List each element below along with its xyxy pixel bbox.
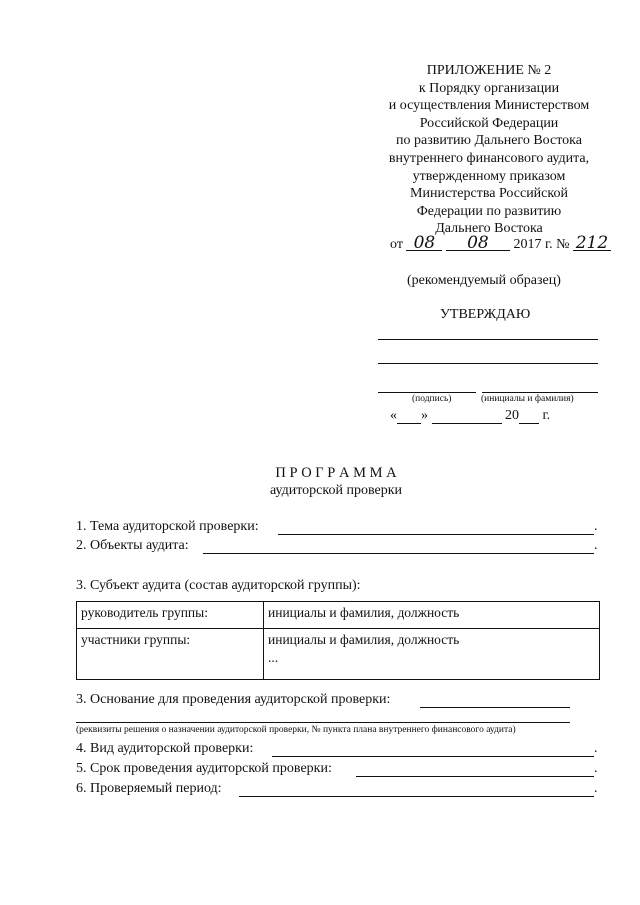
objects-field-line — [203, 553, 594, 554]
period-field-line — [239, 796, 594, 797]
header-line: Министерства Российской — [410, 186, 568, 202]
signature-line — [378, 392, 476, 393]
audit-group-table — [76, 601, 600, 680]
approval-day-blank — [397, 409, 421, 424]
year-suffix: г. — [542, 408, 551, 423]
basis-label: 3. Основание для проведения аудиторской проверки: — [76, 692, 391, 707]
header-line: к Порядку организации — [418, 80, 560, 96]
year-prefix: 20 — [505, 408, 519, 423]
table-row — [77, 629, 600, 680]
date-year: 2017 г. № — [513, 237, 570, 252]
objects-end-dot: . — [594, 538, 598, 553]
approval-date-line — [390, 408, 550, 424]
approver-organization-line — [378, 363, 598, 364]
header-line: утвержденному приказом — [412, 168, 566, 184]
topic-label: 1. Тема аудиторской проверки: — [76, 519, 259, 534]
basis-caption: (реквизиты решения о назначении аудиторской проверки, № пункта плана внутреннего финансового аудита) — [76, 725, 516, 735]
basis-field-line-2 — [76, 722, 570, 723]
type-end-dot: . — [594, 741, 598, 756]
value-cell — [264, 629, 600, 680]
value-text: инициалы и фамилия, должность — [268, 605, 460, 620]
header-line: Дальнего Востока — [435, 221, 543, 237]
signature-caption: (подпись) — [412, 394, 452, 404]
value-cell — [264, 602, 600, 629]
order-day: 08 — [406, 236, 442, 251]
header-line: Федерации по развитию — [416, 203, 562, 219]
period-end-dot: . — [594, 781, 598, 796]
program-title: П Р О Г Р А М М А — [275, 465, 397, 481]
role-cell: участники группы: — [77, 629, 264, 680]
program-subtitle: аудиторской проверки — [270, 483, 402, 498]
order-month: 08 — [446, 236, 510, 251]
name-caption: (инициалы и фамилия) — [481, 394, 574, 404]
value-extra: ... — [268, 650, 279, 665]
subject-label: 3. Субъект аудита (состав аудиторской группы): — [76, 578, 361, 593]
order-number: 212 — [573, 236, 611, 251]
type-field-line — [272, 756, 594, 757]
recommended-sample: (рекомендуемый образец) — [407, 273, 561, 288]
topic-end-dot: . — [594, 519, 598, 534]
header-line: ПРИЛОЖЕНИЕ № 2 — [426, 63, 552, 78]
date-prefix: от — [390, 237, 403, 252]
term-field-line — [356, 776, 594, 777]
name-line — [482, 392, 598, 393]
approve-heading: УТВЕРЖДАЮ — [440, 307, 531, 322]
approver-position-line — [378, 339, 598, 340]
quote-open: « — [390, 408, 397, 423]
type-label: 4. Вид аудиторской проверки: — [76, 741, 254, 756]
quote-close: » — [421, 408, 428, 423]
header-line: и осуществления Министерством — [388, 98, 590, 114]
objects-label: 2. Объекты аудита: — [76, 538, 189, 553]
table-row — [77, 602, 600, 629]
term-label: 5. Срок проведения аудиторской проверки: — [76, 761, 332, 776]
role-cell: руководитель группы: — [77, 602, 264, 629]
period-label: 6. Проверяемый период: — [76, 781, 222, 796]
basis-field-line — [420, 707, 570, 708]
header-line: внутреннего финансового аудита, — [388, 150, 590, 166]
header-line: по развитию Дальнего Востока — [396, 133, 582, 149]
header-line: Российской Федерации — [419, 115, 559, 131]
order-date-line — [390, 233, 611, 253]
term-end-dot: . — [594, 761, 598, 776]
appendix-header — [360, 62, 618, 238]
value-text: инициалы и фамилия, должность — [268, 632, 460, 647]
approval-year-blank — [519, 409, 539, 424]
approval-month-blank — [432, 409, 502, 424]
topic-field-line — [278, 534, 594, 535]
